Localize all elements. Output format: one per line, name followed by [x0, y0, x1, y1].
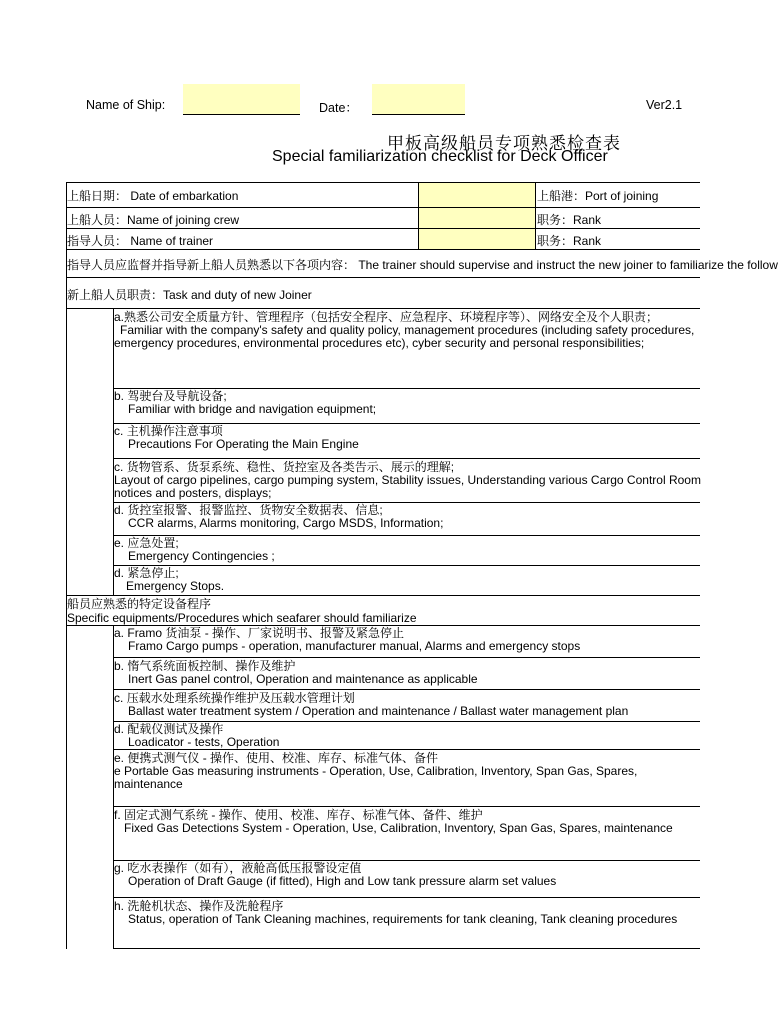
embarkation-date-label: 上船日期： Date of embarkation: [67, 189, 239, 203]
supervise-instruction: 指导人员应监督并指导新上船人员熟悉以下各项内容： The trainer should supervise and instruct the new joiner to familiarize the follow: [67, 258, 778, 272]
item-en: Emergency Stops.: [126, 579, 225, 593]
specific-item-portable-gas: [114, 752, 700, 791]
item-en-cont: maintenance: [114, 777, 183, 791]
item-en: Layout of cargo pipelines, cargo pumping system, Stability issues, Understanding various Cargo Control Room: [114, 473, 701, 487]
item-prefix: c.: [114, 424, 124, 438]
date-label: Date：: [319, 101, 358, 115]
title-cn: 甲板高级船员专项熟悉检查表: [387, 134, 621, 153]
task-item-main-engine: [114, 425, 700, 451]
item-cn: 吃水表操作（如有），液舱高低压报警设定值: [127, 861, 362, 875]
item-en: Inert Gas panel control, Operation and maintenance as applicable: [128, 672, 478, 686]
item-prefix: d.: [114, 503, 125, 517]
item-prefix: c.: [114, 460, 124, 474]
item-en: Fixed Gas Detections System - Operation, Use, Calibration, Inventory, Span Gas, Spares, maintenance: [124, 821, 673, 835]
specific-item-loadicator: [114, 723, 700, 749]
embarkation-date-field[interactable]: [419, 183, 535, 207]
specific-equipment-heading: [67, 597, 417, 625]
item-cn: 主机操作注意事项: [126, 424, 223, 438]
specific-item-framo-pumps: [114, 627, 700, 653]
crew-rank-label: 职务：Rank: [537, 213, 602, 227]
ship-name-field[interactable]: [183, 84, 300, 115]
item-prefix: f.: [114, 808, 121, 822]
specific-item-draft-gauge: [114, 862, 700, 888]
trainer-rank-label: 职务：Rank: [537, 234, 602, 248]
item-cn: 压载水处理系统操作维护及压载水管理计划: [126, 691, 355, 705]
item-cn: 紧急停止;: [127, 566, 179, 580]
item-en-cont: emergency procedures, environmental procedures etc), cyber security and personal responsibilities;: [114, 336, 645, 350]
joining-crew-field[interactable]: [419, 208, 535, 228]
item-prefix: b.: [114, 659, 125, 673]
specific-heading-en: Specific equipments/Procedures which seafarer should familiarize: [67, 611, 417, 625]
task-item-ccr-alarms: [114, 504, 700, 530]
item-cn: 固定式测气系统 - 操作、使用、校准、库存、标准气体、备件、维护: [124, 808, 483, 822]
item-en: CCR alarms, Alarms monitoring, Cargo MSDS, Information;: [128, 516, 444, 530]
specific-item-ballast-water: [114, 692, 700, 718]
item-cn: 货控室报警、报警监控、货物安全数据表、信息;: [127, 503, 383, 517]
item-prefix: d.: [114, 722, 125, 736]
item-cn: 货物管系、货泵系统、稳性、货控室及各类告示、展示的理解;: [126, 460, 455, 474]
item-en: Ballast water treatment system / Operation and maintenance / Ballast water management plan: [128, 704, 629, 718]
item-cn: 驾驶台及导航设备;: [127, 389, 227, 403]
item-en: e Portable Gas measuring instruments - Operation, Use, Calibration, Inventory, Span Gas, Spares,: [114, 764, 638, 778]
item-cn: 洗舱机状态、操作及洗舱程序: [127, 899, 284, 913]
item-prefix: g.: [114, 861, 125, 875]
specific-item-tank-cleaning: [114, 900, 700, 926]
item-cn: Framo 货油泵 - 操作、厂家说明书、报警及紧急停止: [127, 626, 405, 640]
task-item-bridge: [114, 390, 700, 416]
item-cn: 便携式测气仪 - 操作、使用、校准、库存、标准气体、备件: [127, 751, 439, 765]
item-prefix: a.: [114, 310, 125, 324]
item-en: Familiar with the company's safety and quality policy, management procedures (including safety procedures,: [120, 323, 695, 337]
item-prefix: c.: [114, 691, 124, 705]
item-en: Familiar with bridge and navigation equipment;: [128, 402, 377, 416]
item-cn: 应急处置;: [127, 536, 179, 550]
item-cn: 熟悉公司安全质量方针、管理程序（包括安全程序、应急程序、环境程序等）、网络安全及个人职责；: [124, 310, 659, 324]
trainer-label: 指导人员： Name of trainer: [67, 234, 214, 248]
item-prefix: a.: [114, 626, 125, 640]
port-of-joining-label: 上船港：Port of joining: [537, 189, 659, 203]
item-en: Operation of Draft Gauge (if fitted), High and Low tank pressure alarm set values: [128, 874, 557, 888]
trainer-field[interactable]: [419, 229, 535, 249]
item-prefix: h.: [114, 899, 125, 913]
task-item-emergency-stops: [114, 567, 700, 593]
task-item-company-policy: [114, 311, 700, 350]
item-en: Framo Cargo pumps - operation, manufacturer manual, Alarms and emergency stops: [128, 639, 581, 653]
item-prefix: e.: [114, 751, 125, 765]
item-en: Emergency Contingencies ;: [128, 549, 275, 563]
item-en: Status, operation of Tank Cleaning machines, requirements for tank cleaning, Tank cleaning procedures: [128, 912, 678, 926]
item-en: Loadicator - tests, Operation: [128, 735, 280, 749]
item-en: Precautions For Operating the Main Engine: [128, 437, 359, 451]
item-prefix: d.: [114, 566, 125, 580]
specific-item-fixed-gas: [114, 809, 700, 835]
item-en-cont: notices and posters, displays;: [114, 486, 272, 500]
specific-heading-cn: 船员应熟悉的特定设备程序: [67, 597, 212, 611]
item-prefix: b.: [114, 389, 125, 403]
joining-crew-label: 上船人员：Name of joining crew: [67, 213, 240, 227]
task-item-cargo-pipelines: [114, 461, 700, 500]
task-item-emergency-contingencies: [114, 537, 700, 563]
specific-item-inert-gas: [114, 660, 700, 686]
ship-name-label: Name of Ship:: [86, 98, 166, 112]
title-en: Special familiarization checklist for Deck Officer: [272, 148, 608, 165]
date-field[interactable]: [372, 84, 465, 115]
item-cn: 配载仪测试及操作: [127, 722, 224, 736]
task-duty-heading: 新上船人员职责：Task and duty of new Joiner: [67, 288, 312, 302]
item-cn: 惰气系统面板控制、操作及维护: [127, 659, 296, 673]
version-label: Ver2.1: [646, 98, 683, 112]
item-prefix: e.: [114, 536, 125, 550]
